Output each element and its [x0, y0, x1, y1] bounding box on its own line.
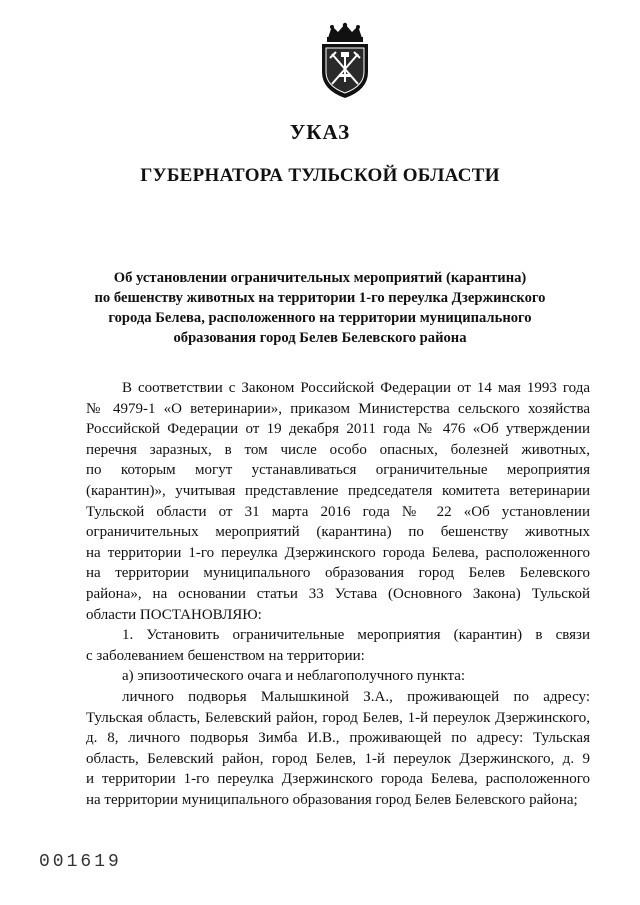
body-line: перечня заразных, в том числе особо опасных, болезней животных,	[86, 441, 590, 458]
body-line: личного подворья Малышкиной З.А., проживающей по адресу:	[122, 688, 590, 705]
body-line: с заболеванием бешенством на территории:	[86, 647, 365, 664]
body-line: Российской Федерации от 19 декабря 2011 года № 476 «Об утверждении	[86, 421, 590, 438]
body-line: ограничительных мероприятий (карантина) по бешенству животных	[86, 524, 590, 541]
subject-line: образования город Белев Белевского района	[173, 330, 467, 346]
subject-line: Об установлении ограничительных мероприятий (карантина)	[113, 270, 527, 286]
body-line: область, Белевский район, город Белев, 1-й переулок Дзержинского, д. 9	[86, 750, 590, 767]
body-line: 1. Установить ограничительные мероприятия (карантин) в связи	[122, 627, 590, 644]
body-line: на территории 1-го переулка Дзержинского города Белева, расположенного	[86, 544, 590, 561]
body-line: Тульской области от 31 марта 2016 года № 22 «Об установлении	[86, 503, 590, 520]
coat-of-arms-icon	[314, 22, 376, 100]
document-subject	[80, 268, 560, 348]
subject-line: города Белева, расположенного на территории муниципального	[108, 310, 532, 326]
document-number: 001619	[39, 852, 122, 872]
body-line: на территории муниципального образования город Белев Белевского	[86, 565, 590, 582]
document-body	[86, 378, 590, 810]
body-line: по которым могут устанавливаться ограничительные мероприятия	[86, 462, 590, 479]
document-title: УКАЗ	[289, 120, 351, 144]
body-line: района», на основании статьи 33 Устава (Основного Закона) Тульской	[86, 585, 590, 602]
body-line: д. 8, личного подворья Зимба И.В., проживающей по адресу: Тульская	[86, 730, 590, 747]
body-line: В соответствии с Законом Российской Федерации от 14 мая 1993 года	[122, 380, 590, 396]
body-line: на территории муниципального образования город Белев Белевского района;	[86, 791, 578, 808]
body-line: № 4979-1 «О ветеринарии», приказом Министерства сельского хозяйства	[86, 400, 590, 417]
body-line: и территории 1-го переулка Дзержинского города Белева, расположенного	[86, 771, 590, 788]
body-line: а) эпизоотического очага и неблагополучного пункта:	[122, 668, 466, 685]
document-subtitle: ГУБЕРНАТОРА ТУЛЬСКОЙ ОБЛАСТИ	[140, 165, 500, 186]
body-line: (карантин)», учитывая представление председателя комитета ветеринарии	[86, 482, 590, 499]
subject-line: по бешенству животных на территории 1-го переулка Дзержинского	[94, 290, 546, 306]
body-line: области ПОСТАНОВЛЯЮ:	[86, 606, 262, 623]
body-line: Тульская область, Белевский район, город Белев, 1-й переулок Дзержинского,	[86, 709, 590, 726]
